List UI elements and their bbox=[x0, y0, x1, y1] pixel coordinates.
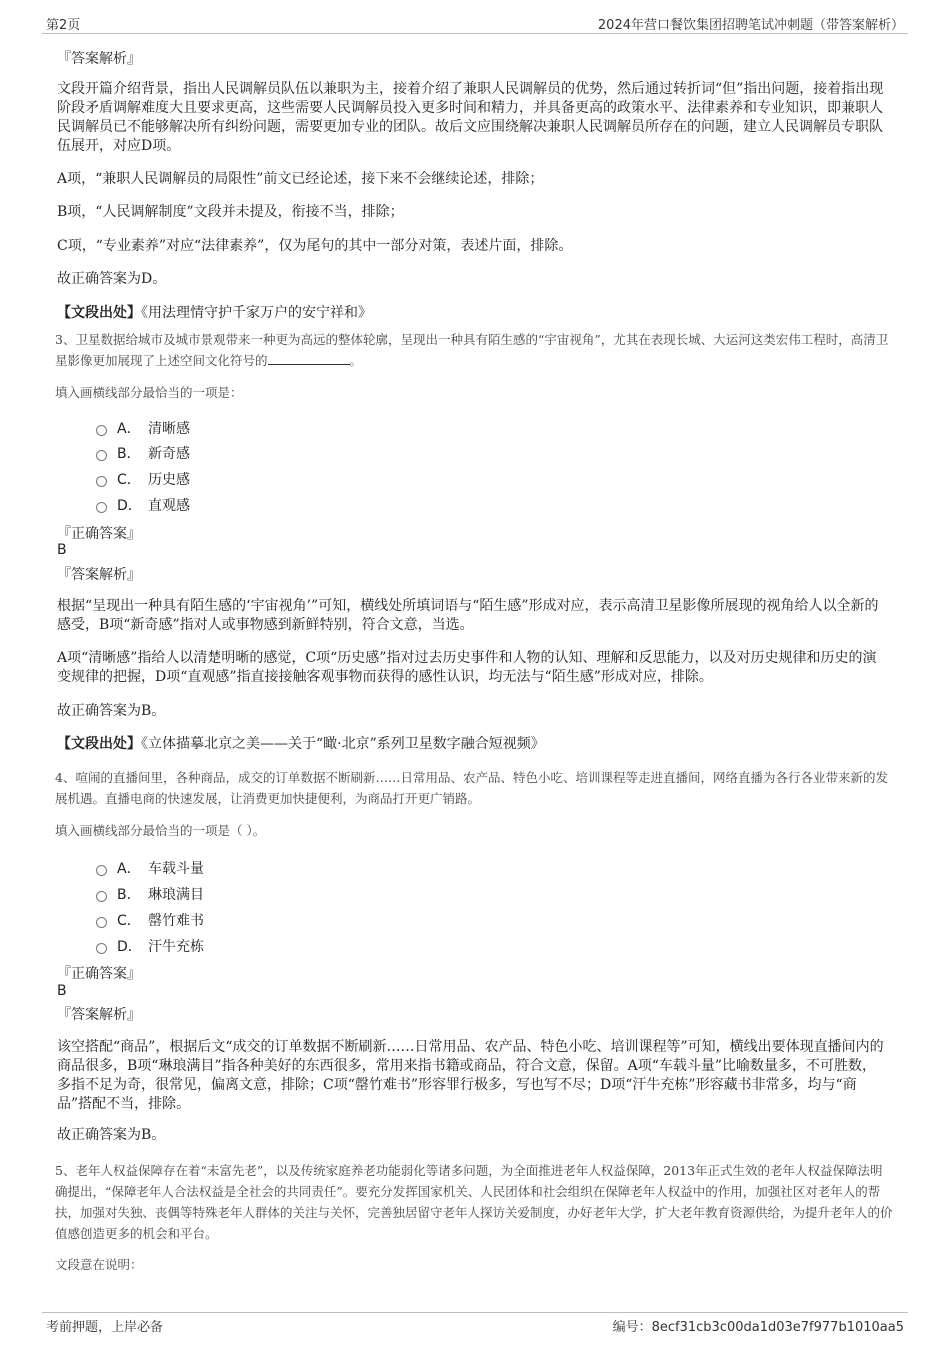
q2-conclusion: 故正确答案为D。 bbox=[57, 271, 167, 287]
q4-answer-label: 『正确答案』 bbox=[57, 966, 141, 982]
q2-source-text: 《用法理情守护千家万户的安宁祥和》 bbox=[141, 305, 372, 321]
q3-analysis-options: A项“清晰感”指给人以清楚明晰的感觉，C项“历史感”指对过去历史事件和人物的认知、理解和反思能力，以及对历史规律和历史的演变规律的把握，D项“直观感”指直接接触客观事物而获得的感性认识，均无法与“陌生感”形成对应，排除。 bbox=[57, 650, 877, 685]
q3-answer: B bbox=[57, 542, 67, 558]
q3-instruction: 填入画横线部分最恰当的一项是： bbox=[55, 385, 243, 400]
q2-analysis-label: 『答案解析』 bbox=[57, 51, 141, 67]
radio-icon[interactable] bbox=[96, 502, 107, 513]
q2-source-label: 【文段出处】 bbox=[57, 305, 141, 321]
q3-source-label: 【文段出处】 bbox=[57, 736, 141, 752]
q4-conclusion: 故正确答案为B。 bbox=[57, 1127, 166, 1143]
q5-instruction: 文段意在说明： bbox=[55, 1257, 143, 1272]
radio-icon[interactable] bbox=[96, 425, 107, 436]
q3-question bbox=[55, 329, 895, 371]
q2-analysis-option-a: A项，“兼职人民调解员的局限性”前文已经论述，接下来不会继续论述，排除； bbox=[57, 171, 544, 187]
q3-question-end: 。 bbox=[349, 353, 363, 368]
q3-analysis-label: 『答案解析』 bbox=[57, 567, 141, 583]
footer-slogan: 考前押题，上岸必备 bbox=[46, 1320, 164, 1335]
page-footer bbox=[42, 1312, 908, 1334]
q3-conclusion: 故正确答案为B。 bbox=[57, 703, 166, 719]
q2-source bbox=[57, 304, 887, 323]
radio-icon[interactable] bbox=[96, 917, 107, 928]
q3-analysis-paragraph: 根据“呈现出一种具有陌生感的‘宇宙视角’”可知，横线处所填词语与“陌生感”形成对应，表示高清卫星影像所展现的视角给人以全新的感受，B项“新奇感”指对人或事物感到新鲜特别，符合文意，当选。 bbox=[57, 598, 879, 633]
radio-icon[interactable] bbox=[96, 891, 107, 902]
page-header bbox=[42, 12, 908, 34]
q3-option-c[interactable]: C． 历史感 bbox=[96, 469, 190, 489]
q4-option-b[interactable]: B． 琳琅满目 bbox=[96, 884, 204, 904]
page-number: 第2页 bbox=[46, 18, 81, 33]
radio-icon[interactable] bbox=[96, 476, 107, 487]
q3-blank bbox=[268, 353, 350, 365]
q4-option-a[interactable]: A． 车载斗量 bbox=[96, 858, 204, 878]
q3-source-text: 《立体描摹北京之美——关于“瞰·北京”系列卫星数字融合短视频》 bbox=[141, 736, 545, 752]
q4-instruction: 填入画横线部分最恰当的一项是（ ）。 bbox=[55, 823, 266, 838]
q2-analysis-option-c: C项，“专业素养”对应“法律素养”，仅为尾句的其中一部分对策，表述片面，排除。 bbox=[57, 238, 573, 254]
q4-analysis-paragraph: 该空搭配“商品”，根据后文“成交的订单数据不断刷新……日常用品、农产品、特色小吃、培训课程等”可知，横线出要体现直播间内的商品很多，B项“琳琅满目”指各种美好的东西很多，常用来指书籍或商品，符合文意，保留。A项“车载斗量”比喻数量多，不可胜数，多指不足为奇，很常见，偏离文意，排除；C项“罄竹难书”形容罪行极多，写也写不尽；D项“汗牛充栋”形容藏书非常多，均与“商品”搭配不当，排除。 bbox=[57, 1039, 884, 1112]
radio-icon[interactable] bbox=[96, 865, 107, 876]
q3-source bbox=[57, 735, 887, 754]
footer-code-label: 编号： bbox=[612, 1320, 652, 1335]
q3-option-a[interactable]: A． 清晰感 bbox=[96, 418, 190, 438]
q2-analysis-paragraph: 文段开篇介绍背景，指出人民调解员队伍以兼职为主，接着介绍了兼职人民调解员的优势，然后通过转折词“但”指出问题，接着指出现阶段矛盾调解难度大且要求更高，这些需要人民调解员投入更多时间和精力，并具备更高的政策水平、法律素养和专业知识，即兼职人民调解员已不能够解决所有纠纷问题，需要更加专业的团队。故后文应围绕解决兼职人民调解员所存在的问题，建立人民调解员专职队伍展开，对应D项。 bbox=[57, 81, 884, 154]
q3-answer-label: 『正确答案』 bbox=[57, 526, 141, 542]
q3-question-text: 3、卫星数据给城市及城市景观带来一种更为高远的整体轮廓，呈现出一种具有陌生感的“宇宙视角”，尤其在表现长城、大运河这类宏伟工程时，高清卫星影像更加展现了上述空间文化符号的 bbox=[55, 332, 889, 368]
q4-option-c[interactable]: C． 罄竹难书 bbox=[96, 910, 204, 930]
q4-answer: B bbox=[57, 983, 67, 999]
q4-question: 4、喧闹的直播间里，各种商品，成交的订单数据不断刷新……日常用品、农产品、特色小吃、培训课程等走进直播间，网络直播为各行各业带来新的发展机遇。直播电商的快速发展，让消费更加快捷便利，为商品打开更广销路。 bbox=[55, 770, 888, 806]
radio-icon[interactable] bbox=[96, 943, 107, 954]
footer-code bbox=[613, 1316, 904, 1335]
footer-code-value: 8ecf31cb3c00da1d03e7f977b1010aa5 bbox=[651, 1320, 904, 1335]
q4-option-d[interactable]: D． 汗牛充栋 bbox=[96, 936, 204, 956]
q3-option-b[interactable]: B． 新奇感 bbox=[96, 443, 190, 463]
document-title: 2024年营口餐饮集团招聘笔试冲刺题（带答案解析） bbox=[597, 18, 904, 33]
q3-option-d[interactable]: D． 直观感 bbox=[96, 495, 190, 515]
q2-analysis-option-b: B项，“人民调解制度”文段并未提及，衔接不当，排除； bbox=[57, 204, 404, 220]
q4-analysis-label: 『答案解析』 bbox=[57, 1007, 141, 1023]
radio-icon[interactable] bbox=[96, 450, 107, 461]
q5-question: 5、老年人权益保障存在着“未富先老”，以及传统家庭养老功能弱化等诸多问题，为全面推进老年人权益保障，2013年正式生效的老年人权益保障法明确提出，“保障老年人合法权益是全社会的共同责任”。要充分发挥国家机关、人民团体和社会组织在保障老年人权益中的作用，加强社区对老年人的帮扶，加强对失独、丧偶等特殊老年人群体的关注与关怀，完善独居留守老年人探访关爱制度，办好老年大学，扩大老年教育资源供给，为提升老年人的价值感创造更多的机会和平台。 bbox=[55, 1163, 893, 1241]
